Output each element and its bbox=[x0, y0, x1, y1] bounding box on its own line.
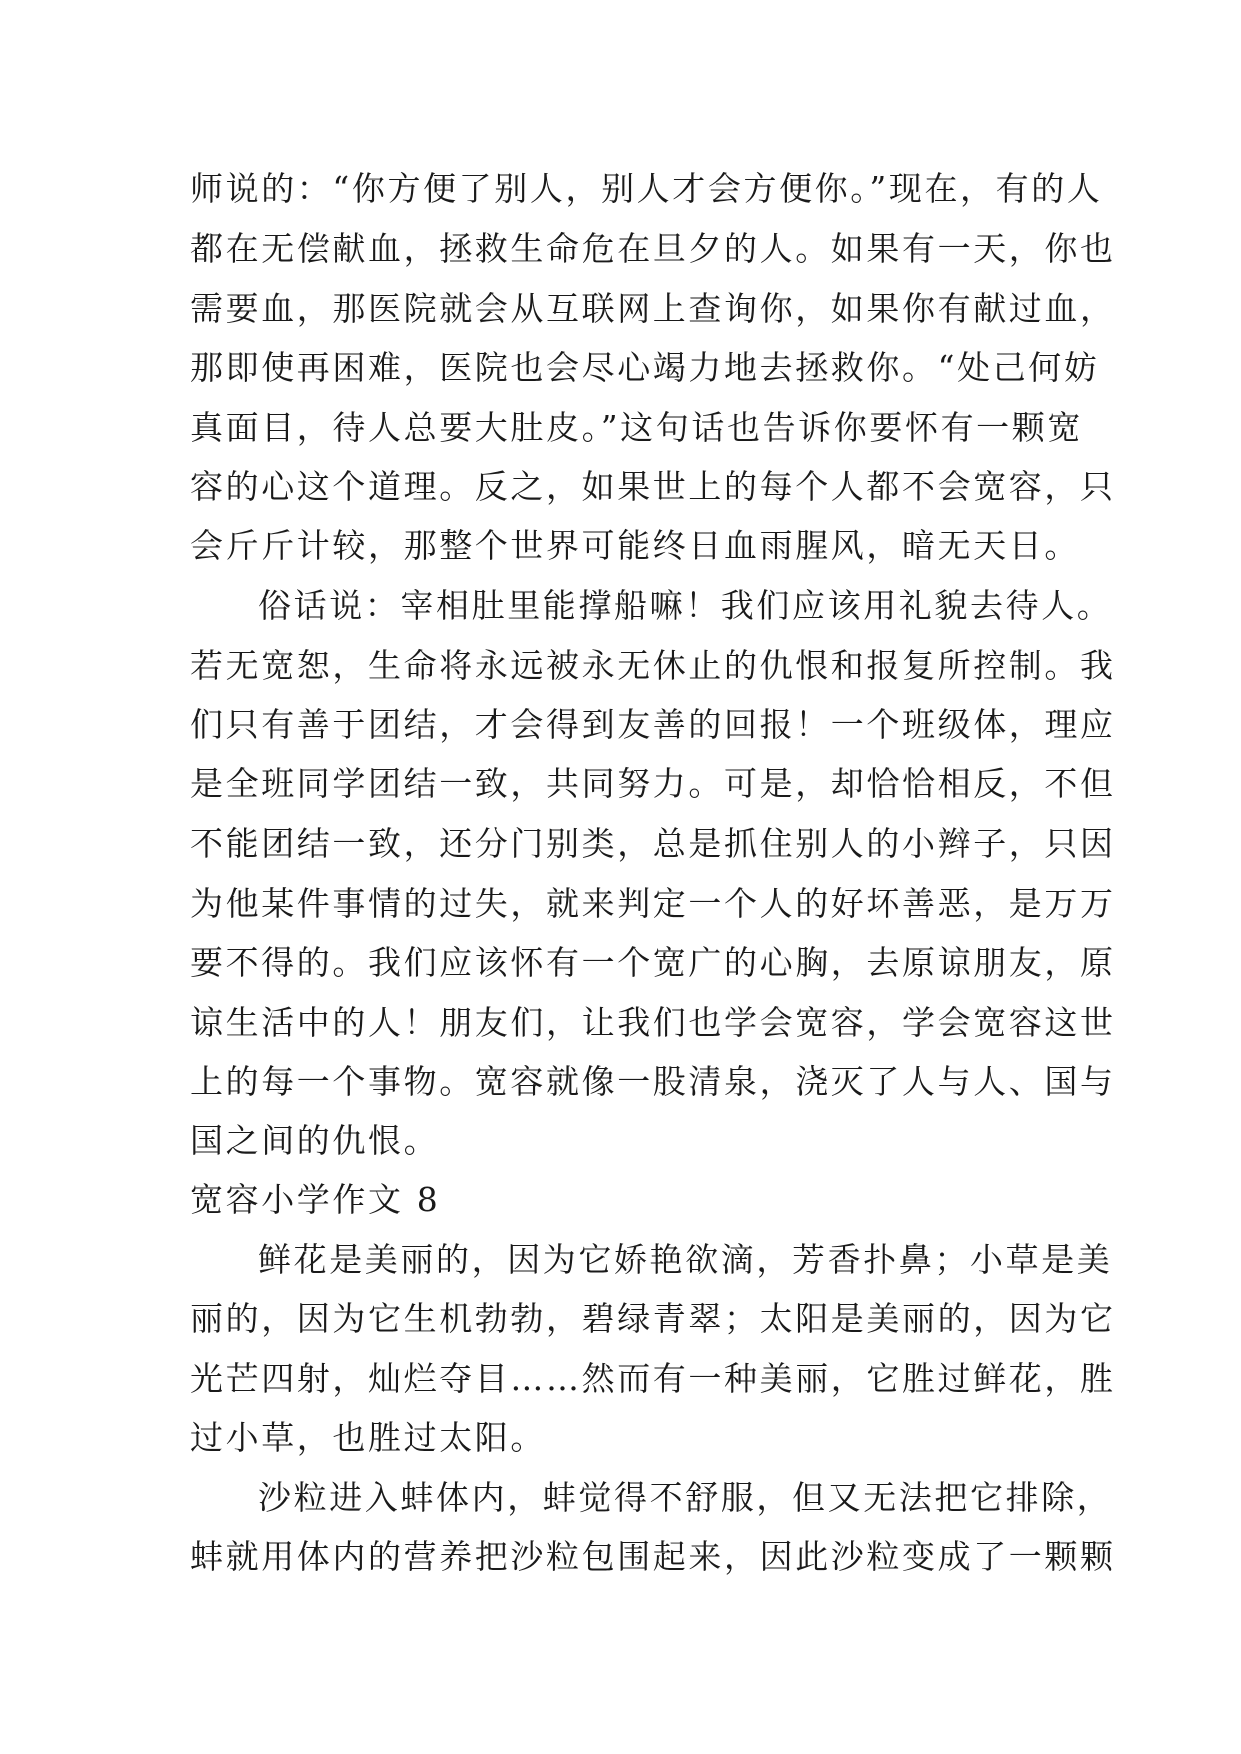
paragraph-line: 国之间的仇恨。 bbox=[190, 1121, 440, 1160]
paragraph-first-line: 俗话说：宰相肚里能撑船嘛！我们应该用礼貌去待人。 bbox=[258, 586, 1113, 625]
paragraph-line: 那即使再困难，医院也会尽心竭力地去拯救你。“处己何妨 bbox=[190, 348, 1100, 387]
paragraph-line: 不能团结一致，还分门别类，总是抓住别人的小辫子，只因 bbox=[190, 824, 1116, 863]
paragraph-line: 谅生活中的人！朋友们，让我们也学会宽容，学会宽容这世 bbox=[190, 1003, 1116, 1042]
paragraph-line: 师说的：“你方便了别人，别人才会方便你。”现在，有的人 bbox=[190, 169, 1103, 208]
paragraph-line: 会斤斤计较，那整个世界可能终日血雨腥风，暗无天日。 bbox=[190, 526, 1080, 565]
paragraph-line: 们只有善于团结，才会得到友善的回报！一个班级体，理应 bbox=[190, 705, 1116, 744]
paragraph-line: 都在无偿献血，拯救生命危在旦夕的人。如果有一天，你也 bbox=[190, 229, 1116, 268]
paragraph-line: 要不得的。我们应该怀有一个宽广的心胸，去原谅朋友，原 bbox=[190, 943, 1116, 982]
paragraph-line: 蚌就用体内的营养把沙粒包围起来，因此沙粒变成了一颗颗 bbox=[190, 1537, 1116, 1576]
paragraph-line: 过小草，也胜过太阳。 bbox=[190, 1418, 546, 1457]
paragraph-line: 若无宽恕，生命将永远被永无休止的仇恨和报复所控制。我 bbox=[190, 646, 1116, 685]
paragraph-line: 上的每一个事物。宽容就像一股清泉，浇灭了人与人、国与 bbox=[190, 1062, 1116, 1101]
section-heading: 宽容小学作文 8 bbox=[190, 1180, 441, 1219]
paragraph-line: 容的心这个道理。反之，如果世上的每个人都不会宽容，只 bbox=[190, 467, 1116, 506]
paragraph-line: 为他某件事情的过失，就来判定一个人的好坏善恶，是万万 bbox=[190, 884, 1116, 923]
paragraph-line: 光芒四射，灿烂夺目……然而有一种美丽，它胜过鲜花，胜 bbox=[190, 1359, 1116, 1398]
paragraph-first-line: 沙粒进入蚌体内，蚌觉得不舒服，但又无法把它排除， bbox=[258, 1478, 1113, 1517]
paragraph-line: 真面目，待人总要大肚皮。”这句话也告诉你要怀有一颗宽 bbox=[190, 408, 1083, 447]
paragraph-line: 需要血，那医院就会从互联网上查询你，如果你有献过血， bbox=[190, 289, 1116, 328]
paragraph-first-line: 鲜花是美丽的，因为它娇艳欲滴，芳香扑鼻；小草是美 bbox=[258, 1240, 1113, 1279]
paragraph-line: 丽的，因为它生机勃勃，碧绿青翠；太阳是美丽的，因为它 bbox=[190, 1299, 1116, 1338]
paragraph-line: 是全班同学团结一致，共同努力。可是，却恰恰相反，不但 bbox=[190, 764, 1116, 803]
